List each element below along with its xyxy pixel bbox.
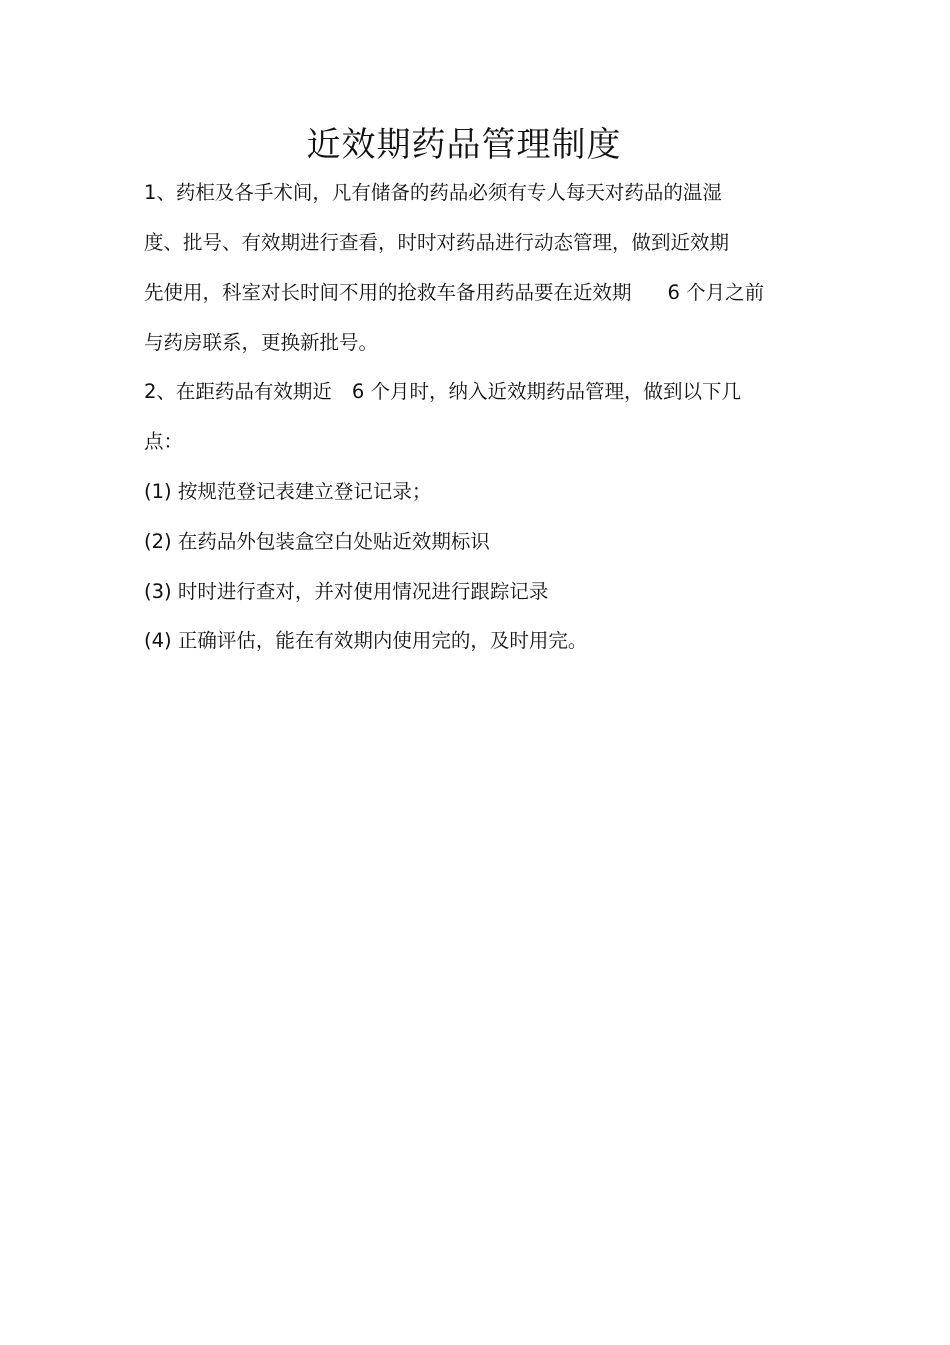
list-item-3: (3) 时时进行查对，并对使用情况进行跟踪记录: [144, 580, 549, 603]
paragraph-1-line-2: 度、批号、有效期进行查看，时时对药品进行动态管理，做到近效期: [144, 231, 730, 254]
paragraph-2-line-1-rest: 6 个月时，纳入近效期药品管理，做到以下几: [351, 380, 742, 403]
list-item-2: (2) 在药品外包装盒空白处贴近效期标识: [144, 530, 490, 553]
list-item-1: (1) 按规范登记表建立登记记录；: [144, 480, 432, 503]
paragraph-2-line-1: [144, 379, 741, 405]
paragraph-1-line-3-duration: 6 个月之前: [667, 281, 765, 304]
paragraph-1-line-3: [144, 280, 764, 306]
paragraph-2-line-1-text: 2、在距药品有效期近: [144, 380, 332, 403]
paragraph-2-line-2: 点：: [144, 430, 184, 453]
paragraph-1-line-3-text: 先使用，科室对长时间不用的抢救车备用药品要在近效期: [144, 281, 632, 304]
paragraph-1-line-1: 1、药柜及各手术间，凡有储备的药品必须有专人每天对药品的温湿: [144, 181, 722, 204]
document-title: 近效期药品管理制度: [306, 125, 622, 165]
list-item-4: (4) 正确评估，能在有效期内使用完的，及时用完。: [144, 629, 588, 652]
paragraph-1-line-4: 与药房联系，更换新批号。: [144, 331, 379, 354]
